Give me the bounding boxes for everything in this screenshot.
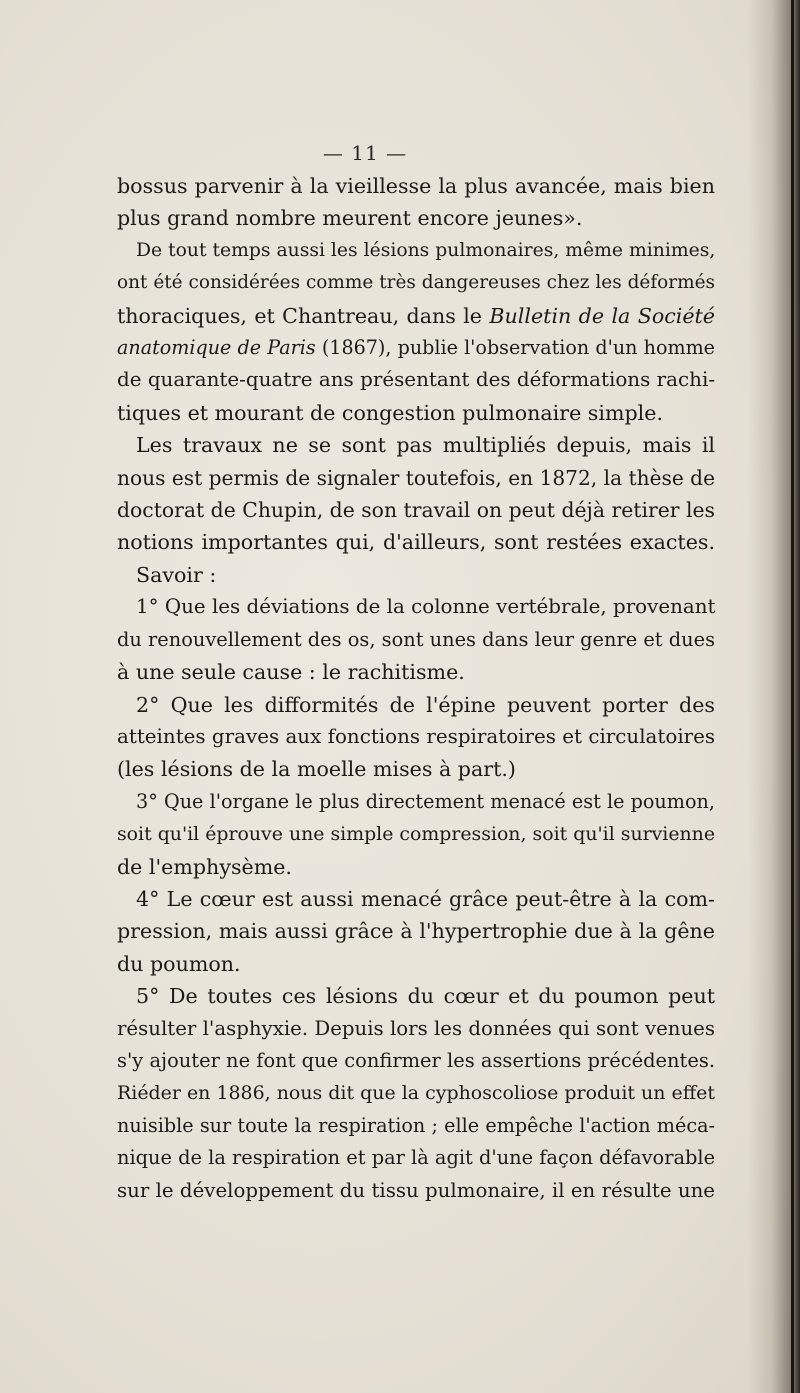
text-segment: sur le développement du tissu pulmonaire, il en résulte une: [117, 1178, 715, 1202]
text-segment: 2° Que les difformités de l'épine peuvent porter des: [136, 692, 715, 717]
text-line: [117, 235, 715, 267]
text-line: [117, 786, 715, 818]
text-line: [117, 1175, 715, 1207]
text-line: [117, 753, 715, 785]
text-segment: tiques et mourant de congestion pulmonaire simple.: [117, 400, 663, 425]
text-segment: soit qu'il éprouve une simple compression, soit qu'il survienne: [117, 823, 715, 846]
text-line: [117, 883, 715, 915]
text-segment: (les lésions de la moelle mises à part.): [117, 757, 516, 782]
text-segment: à une seule cause : le rachitisme.: [117, 660, 465, 685]
text-segment: 1° Que les déviations de la colonne vertébrale, provenant: [136, 595, 716, 619]
text-segment: (1867), publie l'observation d'un homme: [315, 336, 715, 360]
text-segment: 4° Le cœur est aussi menacé grâce peut-être à la com-: [136, 886, 715, 911]
text-segment: doctorat de Chupin, de son travail on peut déjà retirer les: [117, 498, 715, 523]
text-segment: bossus parvenir à la vieillesse la plus avancée, mais bien: [117, 174, 715, 198]
text-line: [117, 915, 715, 947]
text-segment: Les travaux ne se sont pas multipliés depuis, mais il: [136, 433, 715, 458]
text-line: [117, 170, 715, 202]
italic-title: anatomique de Paris: [117, 336, 316, 360]
text-line: [117, 624, 715, 656]
text-segment: 3° Que l'organe le plus directement menacé est le poumon,: [136, 789, 715, 813]
text-line: [117, 300, 715, 332]
text-segment: ont été considérées comme très dangereuses chez les déformés: [117, 272, 715, 294]
text-segment: plus grand nombre meurent encore jeunes».: [117, 206, 583, 231]
text-segment: nous est permis de signaler toutefois, en 1872, la thèse de: [117, 465, 716, 490]
text-segment: nuisible sur toute la respiration ; elle empêche l'action méca-: [117, 1113, 715, 1137]
text-line: [117, 462, 715, 494]
text-line: [117, 1077, 715, 1109]
text-segment: du poumon.: [117, 951, 241, 976]
text-line: [117, 332, 715, 364]
text-line: [117, 526, 715, 558]
text-segment: résulter l'asphyxie. Depuis lors les données qui sont venues: [117, 1016, 715, 1040]
text-line: [117, 721, 715, 753]
text-line: [117, 948, 715, 980]
text-line: [117, 202, 715, 234]
text-line: [117, 851, 715, 883]
page-edge: [791, 0, 794, 1393]
text-line: [117, 559, 715, 591]
text-segment: atteintes graves aux fonctions respiratoires et circulatoires: [117, 724, 716, 748]
text-segment: Riéder en 1886, nous dit que la cyphoscoliose produit un effet: [117, 1082, 715, 1105]
text-line: [117, 1013, 715, 1045]
text-segment: 5° De toutes ces lésions du cœur et du poumon peut: [136, 984, 715, 1009]
text-line: [117, 494, 715, 526]
text-line: [117, 267, 715, 299]
text-line: [117, 364, 715, 396]
page-number: — 11 —: [322, 141, 408, 165]
text-line: [117, 429, 715, 461]
text-line: [117, 1045, 715, 1077]
text-line: [117, 397, 715, 429]
text-segment: thoraciques, et Chantreau, dans le: [117, 303, 490, 328]
text-segment: de quarante-quatre ans présentant des déformations rachi-: [117, 368, 716, 392]
text-line: [117, 689, 715, 721]
text-segment: du renouvellement des os, sont unes dans leur genre et dues: [117, 627, 715, 651]
text-segment: Savoir :: [136, 562, 217, 587]
text-line: [117, 1142, 715, 1174]
text-segment: notions importantes qui, d'ailleurs, sont restées exactes.: [117, 530, 715, 555]
text-line: [117, 818, 715, 850]
text-line: [117, 591, 715, 623]
text-segment: pression, mais aussi grâce à l'hypertrophie due à la gêne: [117, 919, 715, 944]
text-segment: s'y ajouter ne font que confirmer les assertions précédentes.: [117, 1048, 715, 1072]
body-text: [117, 170, 715, 1207]
text-line: [117, 980, 715, 1012]
text-line: [117, 1110, 715, 1142]
text-segment: nique de la respiration et par là agit d'une façon défavorable: [117, 1146, 716, 1170]
italic-title: Bulletin de la Société: [489, 303, 715, 328]
text-segment: de l'emphysème.: [117, 854, 292, 879]
text-segment: De tout temps aussi les lésions pulmonaires, même minimes,: [136, 239, 716, 261]
text-line: [117, 656, 715, 688]
